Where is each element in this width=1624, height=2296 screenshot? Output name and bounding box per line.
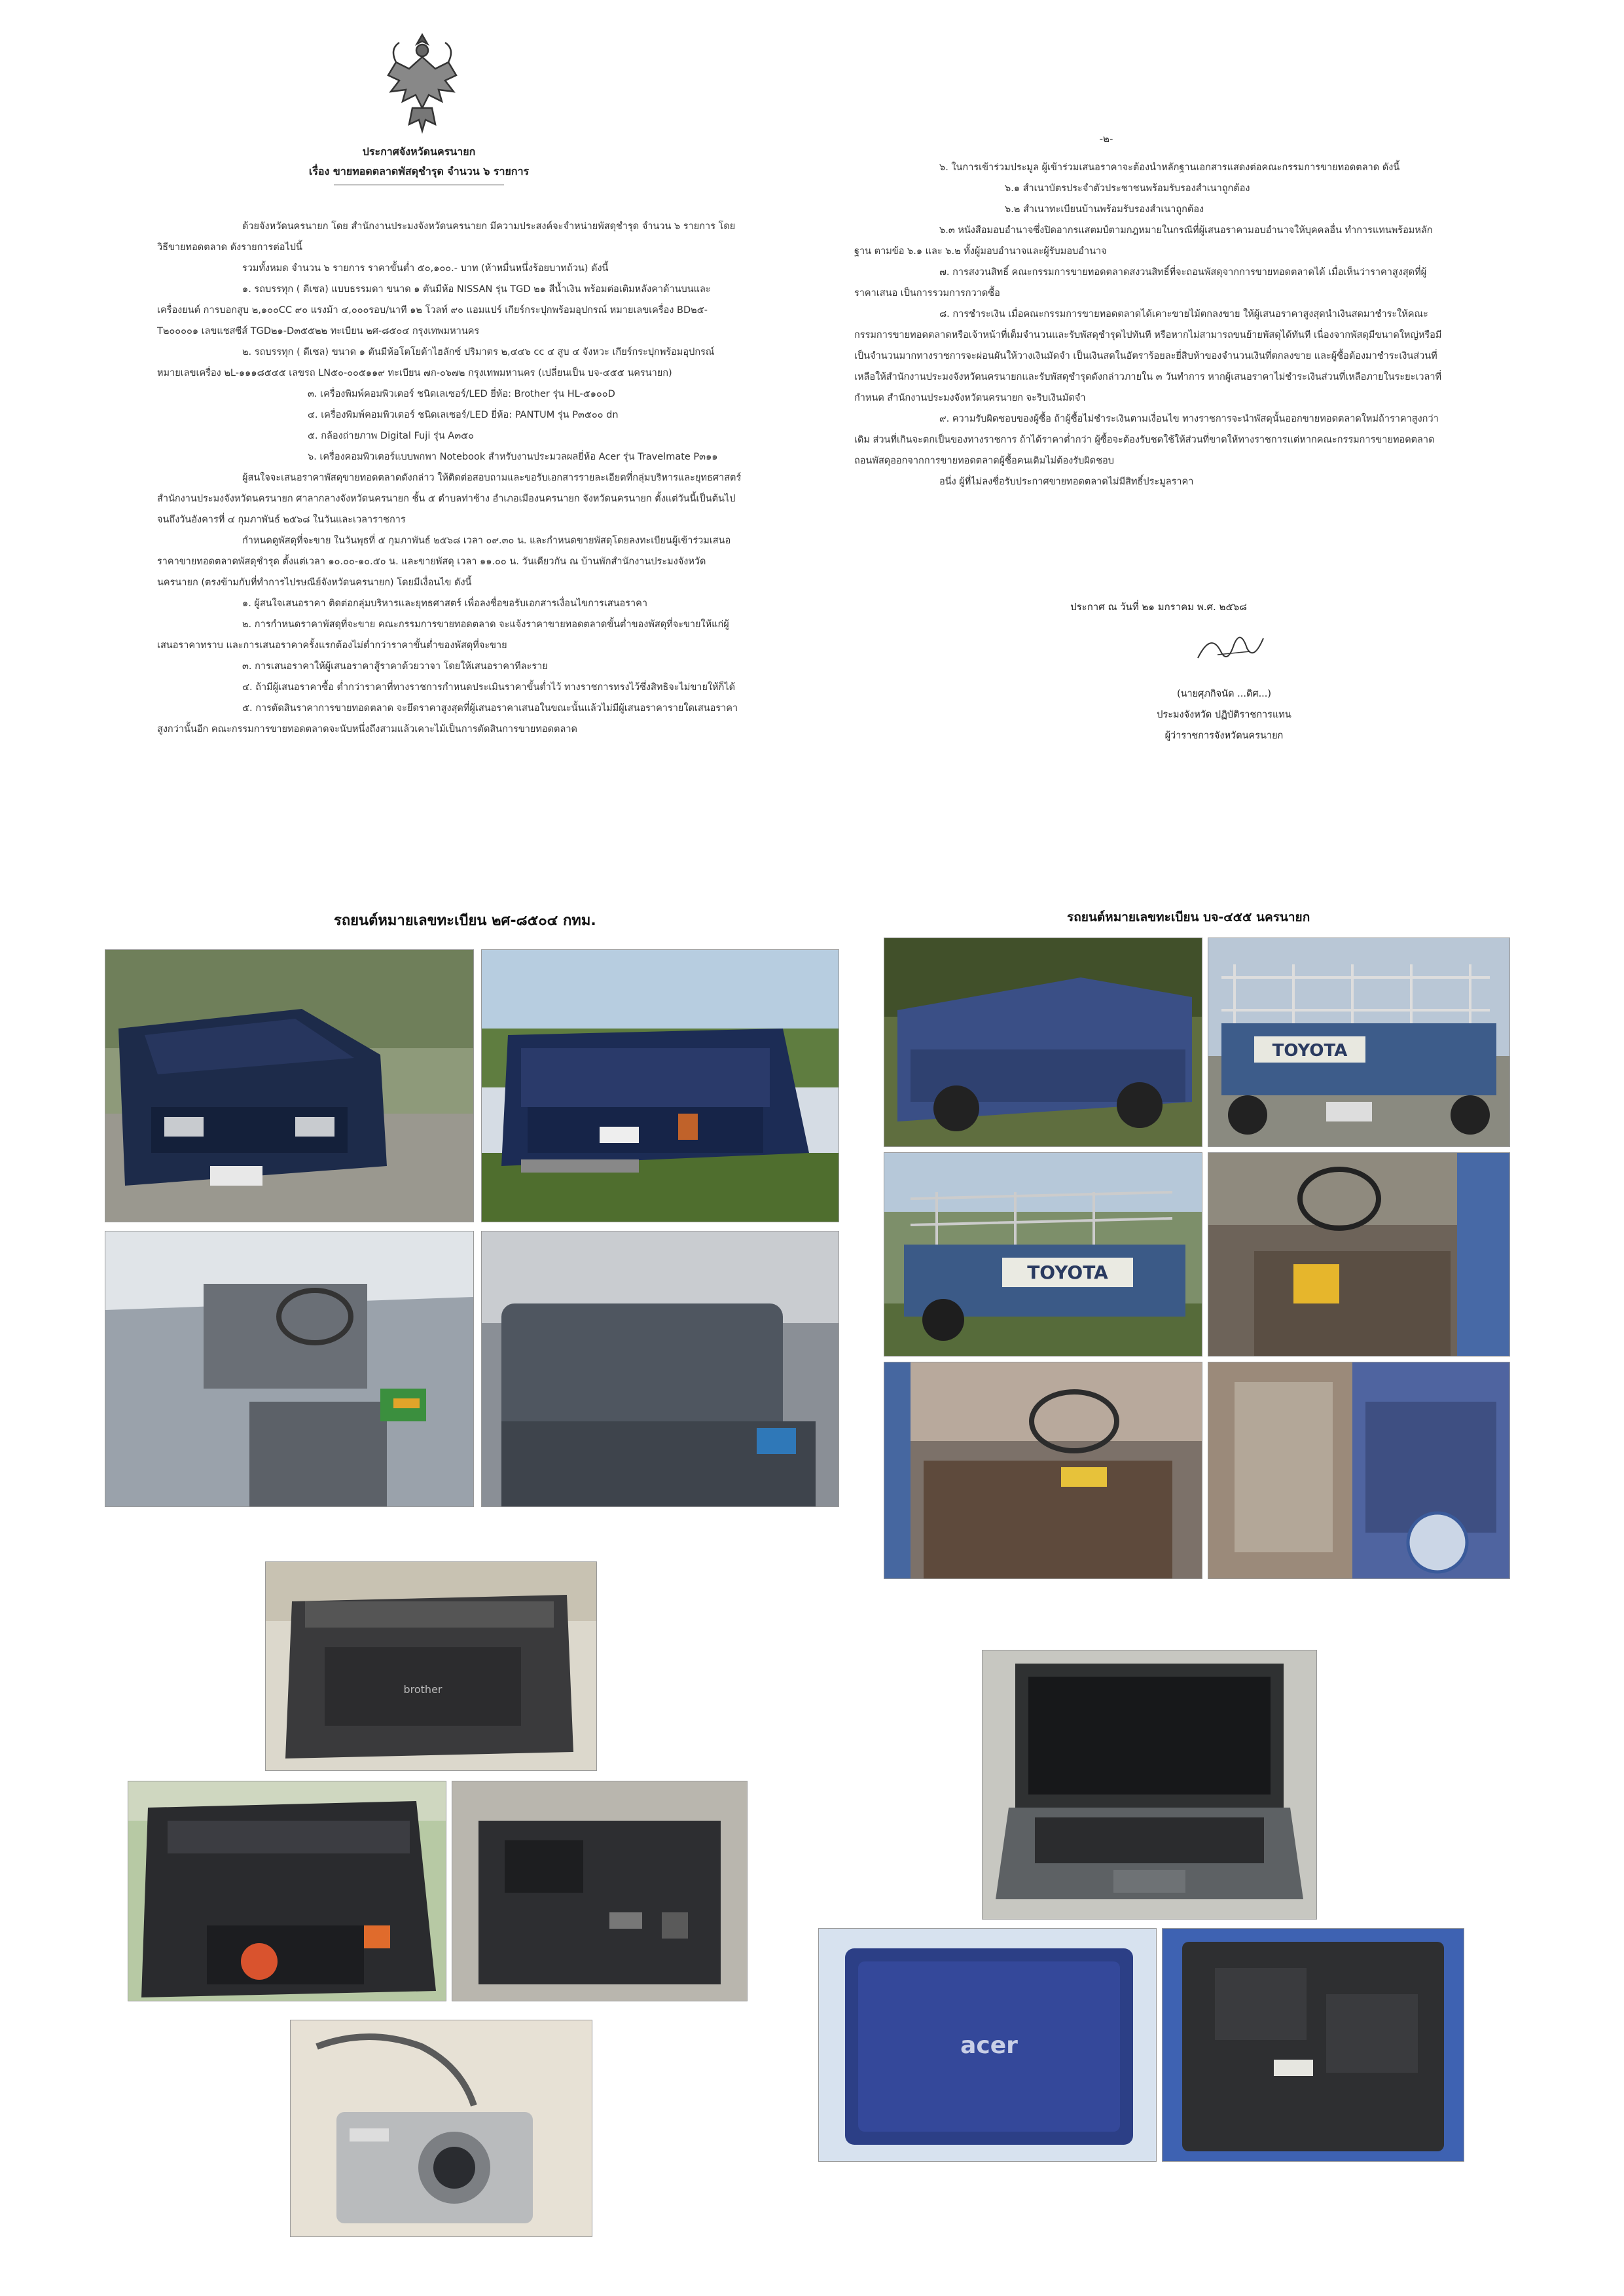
item-3: ๓. เครื่องพิมพ์คอมพิวเตอร์ ชนิดเลเซอร์/LED ยี่ห้อ: Brother รุ่น HL-๕๑๐๐D	[308, 389, 615, 399]
total-paragraph: รวมทั้งหมด จำนวน ๖ รายการ ราคาขั้นต่ำ ๕๐,๑๐๐.- บาท (ห้าหมื่นหนึ่งร้อยบาทถ้วน) ดังนี้	[242, 263, 609, 274]
item-1: ๑. รถบรรทุก ( ดีเซล) แบบธรรมดา ขนาด ๑ ตันมีห้อ NISSAN รุ่น TGD ๒๑ สีน้ำเงิน พร้อมต่อเติมหลังคาด้านบนและเครื่องยนต์ การบอกสูบ ๒,๑๐๐CC ๙๐ แรงม้า ๔,๐๐๐รอบ/นาที ๑๒ โวลท์ ๙๐ แอมแปร์ เกียร์กระปุกพร้อมอุปกรณ์ หมายเลขเครื่อง BD๒๕-T๒๐๐๐๐๑ เลขแชสซีส์ TGD๒๑-D๓๕๕๒๒ ทะเบียน ๒ศ-๘๕๐๔ กรุงเทพมหานคร	[157, 284, 711, 337]
toyota-grille-text: TOYOTA	[1027, 1262, 1108, 1283]
condition-3: ๓. การเสนอราคาให้ผู้เสนอราคาสู้ราคาด้วยวาจา โดยให้เสนอราคาทีละราย	[242, 661, 548, 672]
toyota-door-photo	[1208, 1362, 1510, 1579]
left-body	[157, 216, 746, 740]
announcement-date: ประกาศ ณ วันที่ ๒๑ มกราคม พ.ศ. ๒๕๖๘	[1070, 601, 1247, 613]
toyota-side-photo	[884, 938, 1202, 1147]
item-4: ๔. เครื่องพิมพ์คอมพิวเตอร์ ชนิดเลเซอร์/LED ยี่ห้อ: PANTUM รุ่น P๓๕๐๐ dn	[308, 410, 619, 420]
brother-printer-photo	[265, 1561, 597, 1771]
signature	[1191, 625, 1270, 671]
condition-8: ๘. การชำระเงิน เมื่อคณะกรรมการขายทอดตลาดได้เคาะขายไม้ตกลงขาย ให้ผู้เสนอราคาสูงสุดนำเงินสดมาชำระให้คณะกรรมการขายทอดตลาดหรือเจ้าหน้าที่เต็มจำนวนและรับพัสดุชำรุดไปทันที หรือหากไม่สามารถขนย้ายพัสดุได้ทันที เนื่องจากพัสดุมีขนาดใหญ่หรือมีเป็นจำนวนมากทางราชการจะผ่อนผันให้วางเงินมัดจำ เป็นเงินสดในอัตราร้อยละยี่สิบห้าของจำนวนเงินที่ตกลงขาย และผู้ซื้อต้องมาชำระเงินส่วนที่เหลือให้สำนักงานประมงจังหวัดนครนายกและรับพัสดุชำรุดดังกล่าวภายใน ๓ วันทำการ หากผู้เสนอราคาไม่ชำระเงินส่วนที่เหลือภายในระยะเวลาที่กำหนด สำนักงานประมงจังหวัดนครนายก จะริบเงินมัดจำ	[854, 309, 1442, 403]
nissan-caption: รถยนต์หมายเลขทะเบียน ๒ศ-๘๕๐๔ กทม.	[334, 913, 596, 929]
condition-6-2: ๖.๒ สำเนาทะเบียนบ้านพร้อมรับรองสำเนาถูกต้อง	[1005, 204, 1204, 215]
nissan-interior-seat-photo	[481, 1231, 839, 1507]
condition-4: ๔. ถ้ามีผู้เสนอราคาซื้อ ต่ำกว่าราคาที่ทางราชการกำหนดประเมินราคาขั้นต่ำไว้ ทางราชการทรงไว้ซึ่งสิทธิจะไม่ขายให้ก็ได้	[242, 682, 736, 693]
condition-1: ๑. ผู้สนใจเสนอราคา ติดต่อกลุ่มบริหารและยุทธศาสตร์ เพื่อลงชื่อขอรับเอกสารเงื่อนไขการเสนอราคา	[242, 598, 648, 609]
condition-6-1: ๖.๑ สำเนาบัตรประจำตัวประชาชนพร้อมรับรองสำเนาถูกต้อง	[1005, 183, 1250, 194]
document-title: ประกาศจังหวัดนครนายก	[362, 145, 476, 158]
signer-name: (นายศุภกิจนัด ...ดิศ...)	[1176, 689, 1272, 699]
pantum-printer-front-photo	[128, 1781, 446, 2001]
right-body	[854, 157, 1443, 492]
condition-2: ๒. การกำหนดราคาพัสดุที่จะขาย คณะกรรมการขายทอดตลาด จะแจ้งราคาขายทอดตลาดขั้นต่ำของพัสดุที่จะขายให้แก่ผู้เสนอราคาทราบ และการเสนอราคาครั้งแรกต้องไม่ต่ำกว่าราคาขั้นต่ำของพัสดุที่จะขาย	[157, 619, 729, 651]
pantum-printer-back-photo	[452, 1781, 748, 2001]
toyota-interior-photo	[1208, 1152, 1510, 1357]
toyota-rear-photo	[1208, 938, 1510, 1147]
acer-notebook-lid-photo	[818, 1928, 1157, 2162]
toyota-tailgate-text: TOYOTA	[1272, 1041, 1348, 1061]
nissan-interior-driver-photo	[105, 1231, 474, 1507]
item-2: ๒. รถบรรทุก ( ดีเซล) ขนาด ๑ ตันมีห้อโตโยต้าไฮลักซ์ ปริมาตร ๒,๔๔๖ cc ๔ สูบ ๔ จังหวะ เกียร์กระปุกพร้อมอุปกรณ์ หมายเลขเครื่อง ๒L-๑๑๑๘๕๔๕ เลขรถ LN๕๐-๐๐๕๑๑๙ ทะเบียน ๗ก-๐๖๗๒ กรุงเทพมหานคร (เปลี่ยนเป็น บจ-๔๕๕ นครนายก)	[157, 347, 715, 378]
item-5: ๕. กล้องถ่ายภาพ Digital Fuji รุ่น A๓๕๐	[308, 431, 474, 441]
nissan-front-photo	[105, 949, 474, 1222]
condition-5: ๕. การตัดสินราคาการขายทอดตลาด จะยึดราคาสูงสุดที่ผู้เสนอราคาเสนอในขณะนั้นแล้วไม่มีผู้เสนอราคารายใดเสนอราคาสูงกว่านั้นอีก คณะกรรมการขายทอดตลาดจะนับหนึ่งถึงสามแล้วเคาะไม้เป็นการตัดสินการขายทอดตลาด	[157, 703, 738, 735]
fuji-camera-photo	[290, 2020, 592, 2237]
toyota-cabin-photo	[884, 1362, 1202, 1579]
page-number: -๒-	[1099, 133, 1113, 145]
acer-notebook-open-photo	[982, 1650, 1317, 1920]
contact-paragraph: ผู้สนใจจะเสนอราคาพัสดุขายทอดตลาดดังกล่าว ให้ติดต่อสอบถามและขอรับเอกสารรายละเอียดที่กลุ่มบริหารและยุทธศาสตร์ สำนักงานประมงจังหวัดนครนายก ศาลากลางจังหวัดนครนายก ชั้น ๕ ตำบลท่าช้าง อำเภอเมืองนครนายก จังหวัดนครนายก ตั้งแต่วันนี้เป็นต้นไป จนถึงวันอังคารที่ ๔ กุมภาพันธ์ ๒๕๖๘ ในวันและเวลาราชการ	[157, 473, 742, 525]
toyota-rear-angle-photo	[884, 1152, 1202, 1357]
signer-position-1: ประมงจังหวัด ปฏิบัติราชการแทน	[1157, 710, 1291, 720]
brother-logo-text: brother	[403, 1683, 442, 1696]
condition-6: ๖. ในการเข้าร่วมประมูล ผู้เข้าร่วมเสนอราคาจะต้องนำหลักฐานเอกสารแสดงต่อคณะกรรมการขายทอดตลาด ดังนี้	[939, 162, 1400, 173]
condition-6-3: ๖.๓ หนังสือมอบอำนาจซึ่งปิดอากรแสตมป์ตามกฎหมายในกรณีที่ผู้เสนอราคามอบอำนาจให้บุคคลอื่น ทำการแทนพร้อมหลักฐาน ตามข้อ ๖.๑ และ ๖.๒ ทั้งผู้มอบอำนาจและผู้รับมอบอำนาจ	[854, 225, 1433, 257]
acer-notebook-bottom-photo	[1162, 1928, 1464, 2162]
schedule-paragraph: กำหนดดูพัสดุที่จะขาย ในวันพุธที่ ๕ กุมภาพันธ์ ๒๕๖๘ เวลา ๐๙.๓๐ น. และกำหนดขายพัสดุโดยลงทะเบียนผู้เข้าร่วมเสนอราคาขายทอดตลาดพัสดุชำรุด ตั้งแต่เวลา ๑๐.๐๐-๑๐.๕๐ น. และขายพัสดุ เวลา ๑๑.๐๐ น. วันเดียวกัน ณ บ้านพักสำนักงานประมงจังหวัดนครนายก (ตรงข้ามกับที่ทำการไปรษณีย์จังหวัดนครนายก) โดยมีเงื่อนไข ดังนี้	[157, 536, 731, 588]
closing-note: อนึ่ง ผู้ที่ไม่ลงชื่อรับประกาศขายทอดตลาดไม่มีสิทธิ์ประมูลราคา	[939, 477, 1194, 487]
toyota-caption: รถยนต์หมายเลขทะเบียน บจ-๔๕๕ นครนายก	[1067, 910, 1310, 924]
condition-7: ๗. การสงวนสิทธิ์ คณะกรรมการขายทอดตลาดสงวนสิทธิ์ที่จะถอนพัสดุจากการขายทอดตลาดได้ เมื่อเห็นว่าราคาสูงสุดที่ผู้ราคาเสนอ เป็นการรวมการกวาดซื้อ	[854, 267, 1427, 299]
document-subject: เรื่อง ขายทอดตลาดพัสดุชำรุด จำนวน ๖ รายการ	[308, 165, 530, 177]
acer-logo-text: acer	[960, 2032, 1018, 2059]
condition-9: ๙. ความรับผิดชอบของผู้ซื้อ ถ้าผู้ซื้อไม่ชำระเงินตามเงื่อนไข ทางราชการจะนำพัสดุนั้นออกขายทอดตลาดใหม่ถ้าราคาสูงกว่าเดิม ส่วนที่เกินจะตกเป็นของทางราชการ ถ้าได้ราคาต่ำกว่า ผู้ซื้อจะต้องรับชดใช้ให้ส่วนที่ขาดให้ทางราชการแต่หากคณะกรรมการขายทอดตลาดถอนพัสดุออกจากการขายทอดตลาดผู้ซื้อคนเดิมไม่ต้องรับผิดชอบ	[854, 414, 1439, 466]
intro-paragraph: ด้วยจังหวัดนครนายก โดย สำนักงานประมงจังหวัดนครนายก มีความประสงค์จะจำหน่ายพัสดุชำรุด จำนวน ๖ รายการ โดยวิธีขายทอดตลาด ดังรายการต่อไปนี้	[157, 221, 736, 253]
signer-position-2: ผู้ว่าราชการจังหวัดนครนายก	[1164, 731, 1284, 741]
garuda-emblem	[383, 29, 461, 137]
nissan-rear-photo	[481, 949, 839, 1222]
item-6: ๖. เครื่องคอมพิวเตอร์แบบพกพา Notebook สำหรับงานประมวลผลยี่ห้อ Acer รุ่น Travelmate P๓๑๑	[308, 452, 718, 462]
